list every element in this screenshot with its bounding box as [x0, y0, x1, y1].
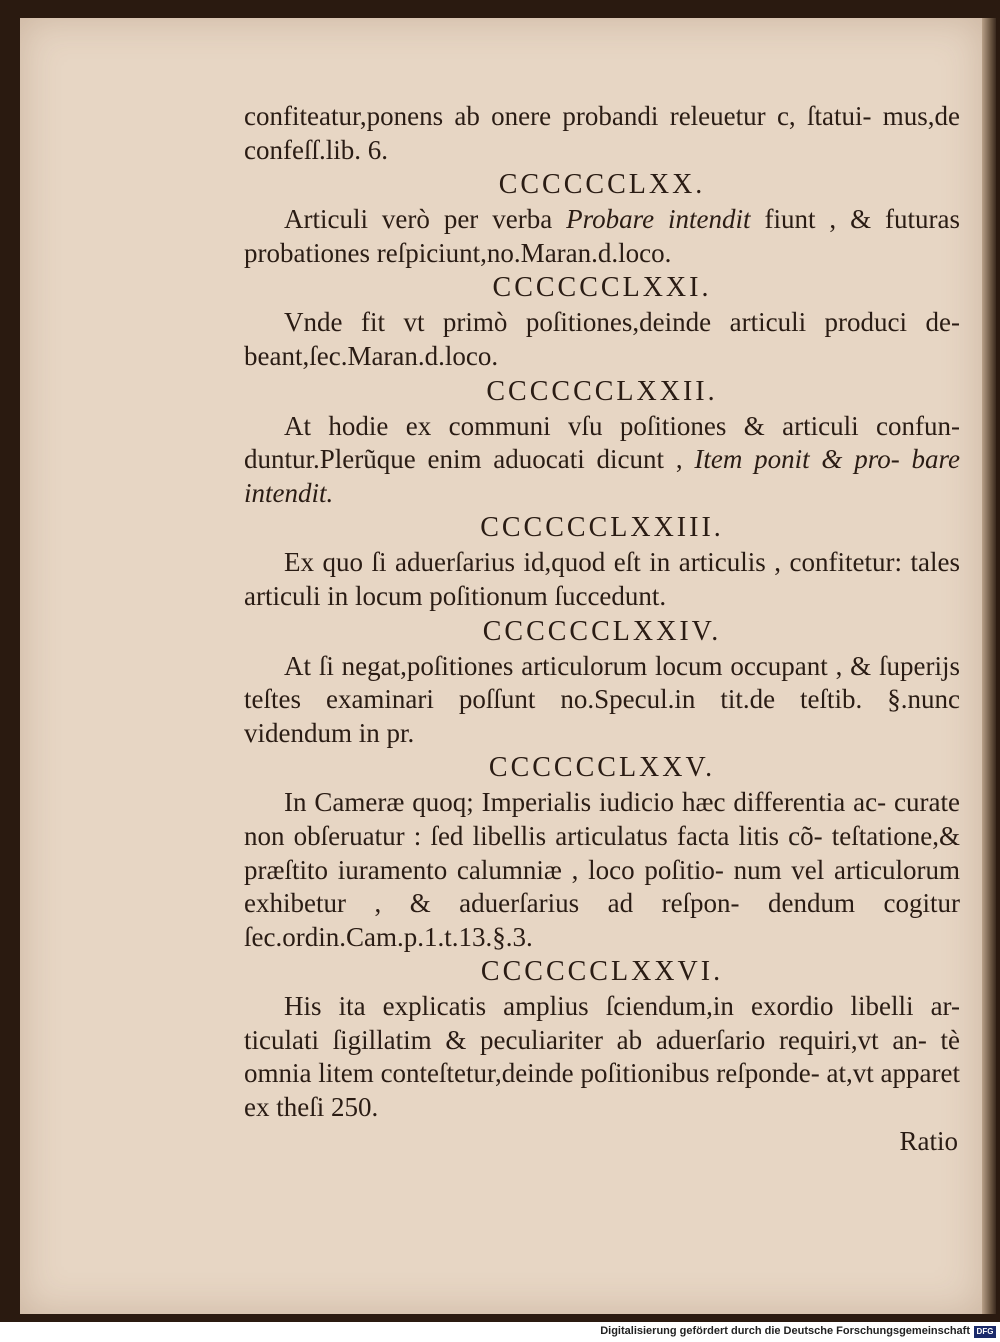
text-run: At ſi negat,poſitiones articulorum locum occupant , & ſuperijs teſtes examinari poſſunt no.Specul.in tit.de teſtib. §.nunc videndum in pr. — [244, 650, 960, 748]
paragraph — [244, 410, 960, 511]
thesis-number: CCCCCCLXXI. — [492, 272, 712, 304]
text-run: His ita explicatis amplius ſciendum,in exordio libelli ar- ticulati ſigillatim & peculiariter ab aduerſario requiri,vt an- tè omnia litem conteſtetur,deinde poſitionibus reſponde- at,vt apparet ex theſi 250. — [244, 991, 960, 1123]
paragraph — [244, 306, 960, 373]
page-edge — [982, 18, 996, 1314]
footer-bar — [0, 1322, 1000, 1342]
text-run: In Cameræ quoq; Imperialis iudicio hæc differentia ac- curate non obſeruatur : ſed libellis articulatus facta litis cõ- teſtatione,& præſtito iuramento calumniæ , loco poſitio- num vel articulorum exhibetur , & aduerſarius ad reſpon- dendum cogitur ſec.ordin.Cam.p.1.t.13.§.3. — [244, 787, 960, 952]
funding-credit: Digitalisierung gefördert durch die Deutsche Forschungsgemeinschaft — [600, 1325, 970, 1337]
text-run: At hodie ex communi vſu poſitiones & articuli confun- duntur.Plerũque enim aduocati dicunt , — [244, 410, 960, 475]
page-text — [244, 100, 960, 1158]
paragraph — [244, 100, 960, 167]
paragraph — [244, 203, 960, 270]
italic-text: Item ponit & pro- bare intendit. — [244, 444, 960, 508]
italic-text: Probare intendit — [566, 204, 751, 235]
thesis-number: CCCCCCLXXIII. — [480, 512, 724, 544]
catchword: Ratio — [899, 1125, 958, 1156]
paragraph — [244, 650, 960, 751]
thesis-number: CCCCCCLXXVI. — [480, 956, 724, 988]
dfg-logo: DFG — [974, 1326, 996, 1338]
text-run: confiteatur,ponens ab onere probandi releuetur c, ſtatui- mus,de confeſſ.lib. 6. — [244, 101, 960, 165]
thesis-number: CCCCCCLXX. — [498, 169, 706, 201]
text-run: Vnde fit vt primò poſitiones,deinde articuli produci de- beant,ſec.Maran.d.loco. — [244, 307, 960, 371]
text-run: fiunt , & futuras probationes reſpiciunt,no.Maran.d.loco. — [244, 204, 960, 268]
text-run: Ex quo ſi aduerſarius id,quod eſt in articulis , confitetur: tales articuli in locum poſitionum ſuccedunt. — [244, 547, 960, 611]
thesis-number: CCCCCCLXXII. — [486, 375, 718, 407]
paragraph — [244, 546, 960, 613]
thesis-number: CCCCCCLXXV. — [488, 752, 716, 784]
paragraph — [244, 786, 960, 954]
paragraph — [244, 990, 960, 1124]
text-run: Articuli verò per verba — [284, 204, 567, 235]
thesis-number: CCCCCCLXXIV. — [482, 615, 722, 647]
